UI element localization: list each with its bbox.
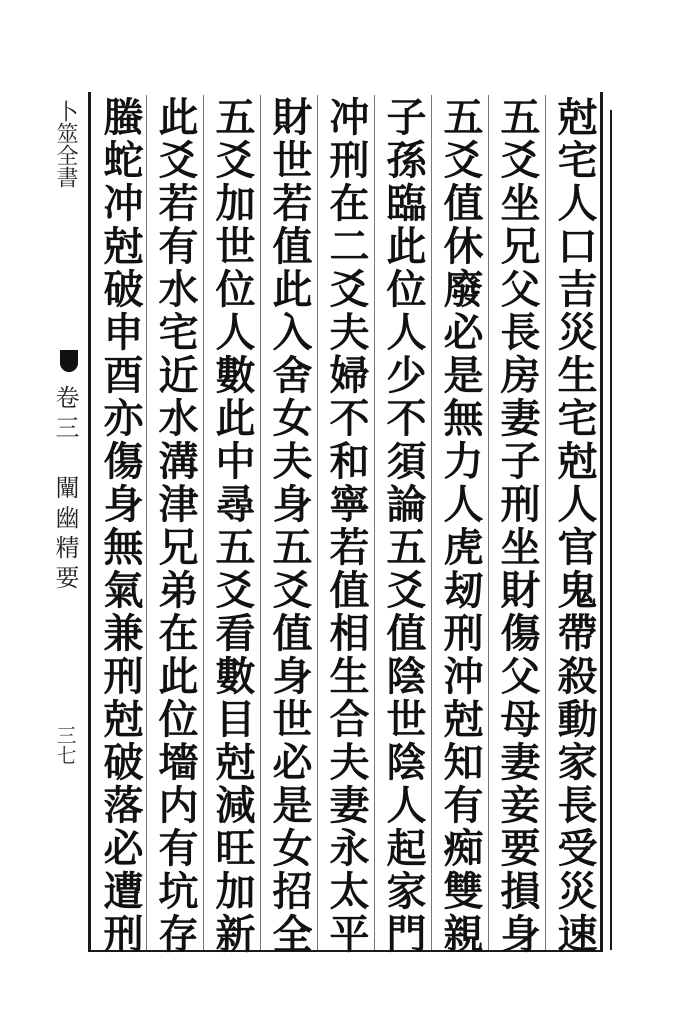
text-column: 尅宅人口吉災生宅尅人官鬼帶殺動家長受災速 bbox=[551, 96, 598, 956]
text-column: 財世若值此入舍女夫身五爻值身世必是女招全 bbox=[266, 96, 313, 956]
margin-section-title: 卷三 闡幽精要 bbox=[51, 385, 79, 595]
text-column: 子孫臨此位人少不須論五爻值陰世陰人起家門 bbox=[380, 96, 427, 956]
text-column: 此爻若有水宅近水溝津兄弟在此位墻内有坑存 bbox=[152, 96, 199, 956]
text-column: 螣蛇冲尅破申酉亦傷身無氣兼刑尅破落必遭刑 bbox=[97, 96, 144, 956]
text-column: 五爻加世位人數此中尋五爻看數目尅減旺加新 bbox=[209, 96, 256, 956]
margin-page-number: 三七 bbox=[53, 725, 77, 765]
fishtail-mark-icon bbox=[60, 350, 78, 372]
text-column: 五爻坐兄父長房妻子刑坐財傷父母妻妾要損身 bbox=[494, 96, 541, 956]
right-outer-frame-line bbox=[610, 110, 612, 950]
text-column: 冲刑在二爻夫婦不和寧若值相生合夫妻永太平 bbox=[323, 96, 370, 956]
margin-book-title: 卜筮全書 bbox=[53, 100, 78, 188]
text-column: 五爻值休廢必是無力人虎刼刑沖尅知有痴雙親 bbox=[437, 96, 484, 956]
